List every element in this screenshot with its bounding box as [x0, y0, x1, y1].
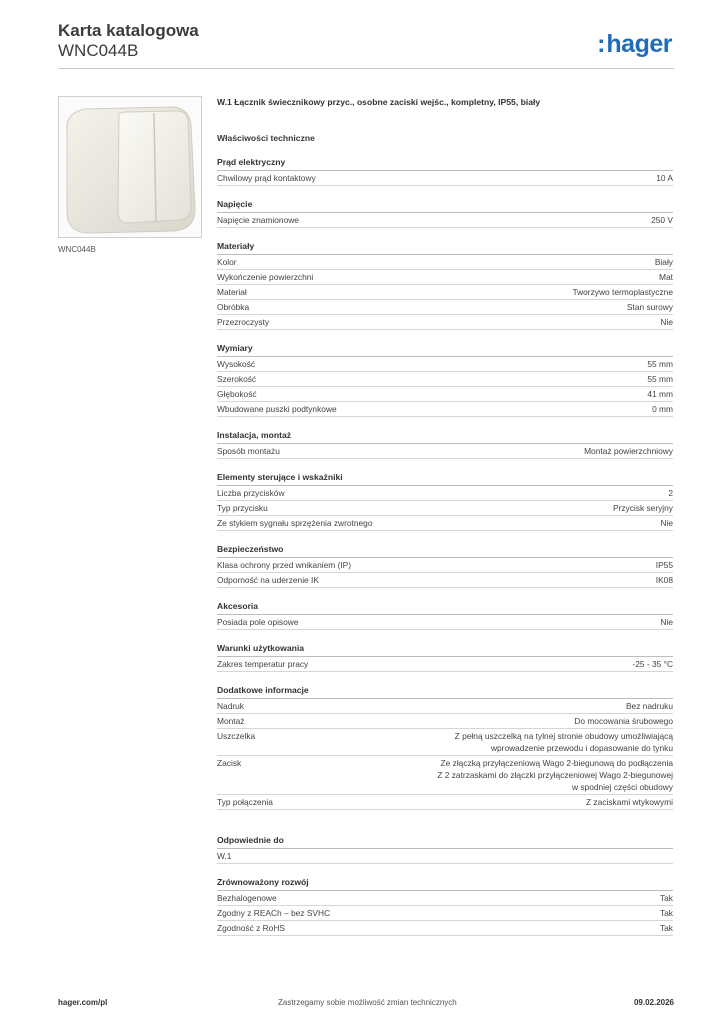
- spec-label: Materiał: [217, 287, 247, 297]
- spec-label: Wbudowane puszki podtynkowe: [217, 404, 337, 414]
- spec-value: Montaż powierzchniowy: [584, 446, 673, 456]
- page-title: Karta katalogowa: [58, 21, 199, 40]
- spec-section: [217, 429, 673, 459]
- spec-value: 2: [668, 488, 673, 498]
- spec-section: [217, 543, 673, 588]
- spec-row: [217, 255, 673, 270]
- spec-row: [217, 357, 673, 372]
- spec-section: [217, 876, 673, 936]
- spec-row: [217, 714, 673, 729]
- footer-website: hager.com/pl: [58, 998, 108, 1007]
- spec-label: Obróbka: [217, 302, 250, 312]
- spec-label: Zacisk: [217, 758, 242, 768]
- spec-row: [217, 213, 673, 228]
- spec-label: Głębokość: [217, 389, 257, 399]
- spec-row: [217, 285, 673, 300]
- spec-row: [217, 756, 673, 795]
- spec-row: [217, 795, 673, 810]
- spec-row: [217, 486, 673, 501]
- section-title: Wymiary: [217, 342, 673, 357]
- spec-value: 55 mm: [647, 374, 673, 384]
- spec-row: [217, 372, 673, 387]
- spec-label: Uszczelka: [217, 731, 256, 741]
- spec-row: [217, 444, 673, 459]
- spec-label: Napięcie znamionowe: [217, 215, 299, 225]
- spec-value: Tak: [659, 893, 673, 903]
- spec-section: [217, 240, 673, 330]
- spec-row: [217, 615, 673, 630]
- spec-row: [217, 270, 673, 285]
- section-title: Instalacja, montaż: [217, 429, 673, 444]
- spec-row: [217, 171, 673, 186]
- spec-row: [217, 558, 673, 573]
- image-caption: WNC044B: [58, 245, 96, 254]
- spec-row: [217, 657, 673, 672]
- section-title: Zrównoważony rozwój: [217, 876, 673, 891]
- page-header: [58, 20, 199, 61]
- spec-value: Nie: [660, 518, 673, 528]
- spec-section: [217, 600, 673, 630]
- footer-date: 09.02.2026: [633, 998, 674, 1007]
- spec-value: -25 - 35 °C: [632, 659, 673, 669]
- spec-label: Montaż: [217, 716, 245, 726]
- spec-value: 55 mm: [647, 359, 673, 369]
- spec-row: [217, 891, 673, 906]
- spec-row: [217, 849, 673, 864]
- spec-section: [217, 342, 673, 417]
- spec-value: Tak: [659, 908, 673, 918]
- spec-row: [217, 300, 673, 315]
- section-title: Warunki użytkowania: [217, 642, 673, 657]
- spec-row: [217, 729, 673, 756]
- technical-properties-heading: Właściwości techniczne: [217, 133, 315, 143]
- spec-label: Bezhalogenowe: [217, 893, 277, 903]
- spec-row: [217, 501, 673, 516]
- spec-row: [217, 387, 673, 402]
- spec-value: Przycisk seryjny: [612, 503, 673, 513]
- footer-disclaimer: Zastrzegamy sobie możliwość zmian technicznych: [278, 998, 457, 1007]
- spec-value: Stan surowy: [626, 302, 673, 312]
- spec-value: Mat: [659, 272, 673, 282]
- section-title: Prąd elektryczny: [217, 156, 673, 171]
- spec-value: Nie: [660, 617, 673, 627]
- spec-row: [217, 315, 673, 330]
- spec-value: Nie: [660, 317, 673, 327]
- spec-label: Odporność na uderzenie IK: [217, 575, 319, 585]
- spec-label: Sposób montażu: [217, 446, 280, 456]
- spec-row: [217, 573, 673, 588]
- spec-label: Zakres temperatur pracy: [217, 659, 309, 669]
- spec-label: Szerokość: [217, 374, 257, 384]
- spec-row: [217, 906, 673, 921]
- spec-value: 0 mm: [652, 404, 673, 414]
- spec-content: [217, 96, 673, 936]
- section-title: Elementy sterujące i wskaźniki: [217, 471, 673, 486]
- header-divider: [58, 68, 674, 69]
- product-image: [58, 96, 202, 238]
- spec-value: Bez nadruku: [625, 701, 673, 711]
- spec-label: Kolor: [217, 257, 237, 267]
- spec-value: 41 mm: [647, 389, 673, 399]
- section-title: Materiały: [217, 240, 673, 255]
- spec-value: Ze złączką przyłączeniową Wago 2-biegunową do podłączenia Z 2 zatrzaskami do złączki przyłączeniowej Wago 2-biegunowej w spodniej części obudowy: [437, 758, 673, 792]
- spec-label: Zgodny z REACh – bez SVHC: [217, 908, 331, 918]
- spec-value: Tak: [659, 923, 673, 933]
- spec-row: [217, 516, 673, 531]
- spec-section: [217, 471, 673, 531]
- product-code: WNC044B: [58, 41, 139, 60]
- spec-label: Ze stykiem sygnału sprzężenia zwrotnego: [217, 518, 373, 528]
- spec-sections: [217, 156, 673, 936]
- spec-label: Posiada pole opisowe: [217, 617, 299, 627]
- spec-label: Typ połączenia: [217, 797, 273, 807]
- section-title: Akcesoria: [217, 600, 673, 615]
- spec-section: [217, 198, 673, 228]
- section-title: Napięcie: [217, 198, 673, 213]
- spec-label: Zgodność z RoHS: [217, 923, 285, 933]
- spec-section: [217, 642, 673, 672]
- spec-section: [217, 684, 673, 810]
- spec-value: 10 A: [656, 173, 673, 183]
- spec-section: [217, 834, 673, 864]
- spec-section: [217, 156, 673, 186]
- spec-label: W.1: [217, 851, 232, 861]
- spec-row: [217, 402, 673, 417]
- spec-label: Typ przycisku: [217, 503, 268, 513]
- spec-label: Liczba przycisków: [217, 488, 285, 498]
- spec-value: IK08: [655, 575, 673, 585]
- section-title: Bezpieczeństwo: [217, 543, 673, 558]
- spec-label: Chwilowy prąd kontaktowy: [217, 173, 316, 183]
- spec-label: Wysokość: [217, 359, 256, 369]
- spec-value: Z pełną uszczelką na tylnej stronie obudowy umożliwiającą wprowadzenie przewodu i dopasowanie do tynku: [454, 731, 673, 753]
- spec-row: [217, 921, 673, 936]
- section-title: Odpowiednie do: [217, 834, 673, 849]
- spec-value: IP55: [655, 560, 673, 570]
- spec-value: Tworzywo termoplastyczne: [572, 287, 673, 297]
- spec-label: Wykończenie powierzchni: [217, 272, 314, 282]
- spec-value: Do mocowania śrubowego: [574, 716, 673, 726]
- spec-value: 250 V: [651, 215, 673, 225]
- section-title: Dodatkowe informacje: [217, 684, 673, 699]
- spec-label: Klasa ochrony przed wnikaniem (IP): [217, 560, 352, 570]
- spec-value: Biały: [654, 257, 673, 267]
- spec-label: Nadruk: [217, 701, 244, 711]
- spec-value: Z zaciskami wtykowymi: [585, 797, 673, 807]
- product-title: W.1 Łącznik świecznikowy przyc., osobne zaciski wejśc., kompletny, IP55, biały: [217, 97, 541, 107]
- switch-illustration: [59, 97, 201, 237]
- spec-row: [217, 699, 673, 714]
- hager-logo: :hager: [597, 30, 672, 58]
- logo-text: hager: [606, 30, 672, 58]
- spec-label: Przezroczysty: [217, 317, 270, 327]
